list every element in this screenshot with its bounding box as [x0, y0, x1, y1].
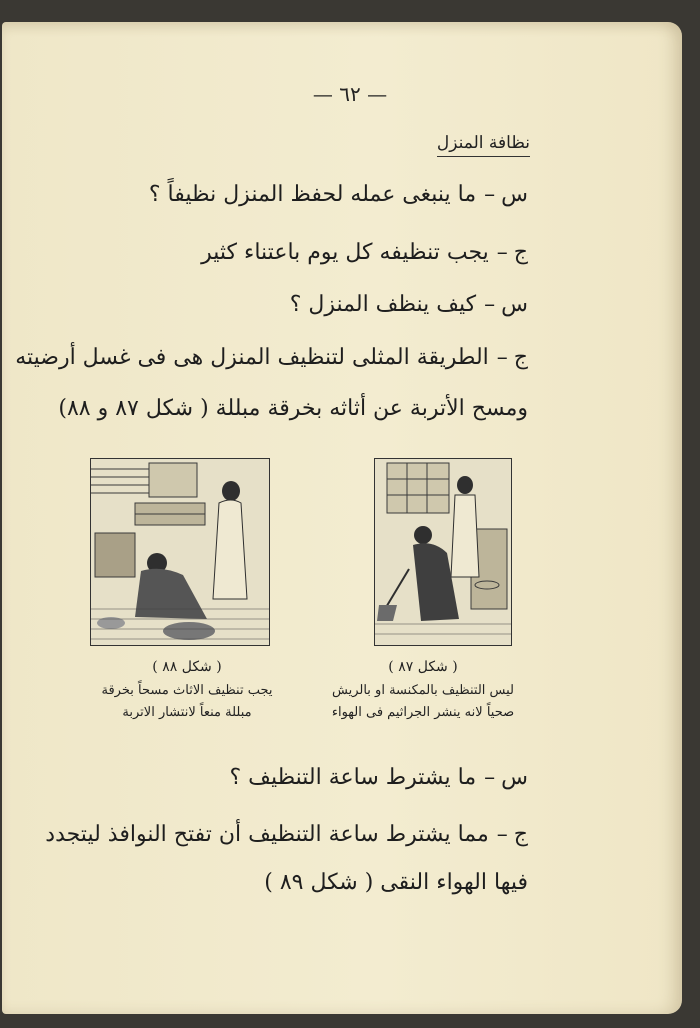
figure-87-caption-line: صحياً لانه ينشر الجراثيم فى الهواء — [331, 705, 515, 720]
question-marker: س — [501, 182, 528, 207]
figure-87-caption-line: ليس التنظيف بالمكنسة او بالريش — [332, 683, 514, 698]
question-text: ما يشترط ساعة التنظيف ؟ — [229, 765, 477, 790]
answer-line: ج–الطريقة المثلى لتنظيف المنزل هى فى غسل أرضيته — [15, 345, 528, 370]
figure-88-caption — [78, 656, 296, 724]
figure-88-illustration — [90, 458, 270, 646]
figure-87-label: ( شكل ٨٧ ) — [388, 659, 458, 675]
answer-text: الطريقة المثلى لتنظيف المنزل هى فى غسل أرضيته — [15, 345, 489, 370]
figure-87-illustration — [374, 458, 512, 646]
question-line: س–ما ينبغى عمله لحفظ المنزل نظيفاً ؟ — [148, 182, 528, 207]
answer-continuation: ومسح الأتربة عن أثاثه بخرقة مبللة ( شكل ٨٧ و ٨٨) — [58, 396, 528, 421]
question-line: س–كيف ينظف المنزل ؟ — [289, 292, 528, 317]
answer-line: ج–يجب تنظيفه كل يوم باعتناء كثير — [201, 240, 528, 265]
answer-marker: ج — [513, 822, 528, 847]
answer-continuation: فيها الهواء النقى ( شكل ٨٩ ) — [264, 870, 528, 895]
answer-text: مما يشترط ساعة التنظيف أن تفتح النوافذ ليتجدد — [45, 822, 489, 847]
answer-line: ج–مما يشترط ساعة التنظيف أن تفتح النوافذ ليتجدد — [45, 822, 528, 847]
question-text: كيف ينظف المنزل ؟ — [289, 292, 477, 317]
woman-sweeping-illustration — [375, 459, 511, 645]
answer-marker: ج — [513, 345, 528, 370]
answer-text: يجب تنظيفه كل يوم باعتناء كثير — [201, 240, 489, 265]
woman-washing-floor-illustration — [91, 459, 269, 645]
question-marker: س — [501, 292, 528, 317]
answer-marker: ج — [513, 240, 528, 265]
figure-88-caption-line: مبللة منعاً لانتشار الاتربة — [122, 705, 252, 720]
section-title: نظافة المنزل — [437, 133, 530, 157]
question-line: س–ما يشترط ساعة التنظيف ؟ — [229, 765, 528, 790]
page-number: — ٦٢ — — [312, 82, 388, 106]
figure-87-caption — [308, 656, 538, 724]
figure-88-label: ( شكل ٨٨ ) — [152, 659, 222, 675]
figure-88-caption-line: يجب تنظيف الاثاث مسحاً بخرقة — [101, 683, 273, 698]
question-text: ما ينبغى عمله لحفظ المنزل نظيفاً ؟ — [148, 182, 477, 207]
question-marker: س — [501, 765, 528, 790]
